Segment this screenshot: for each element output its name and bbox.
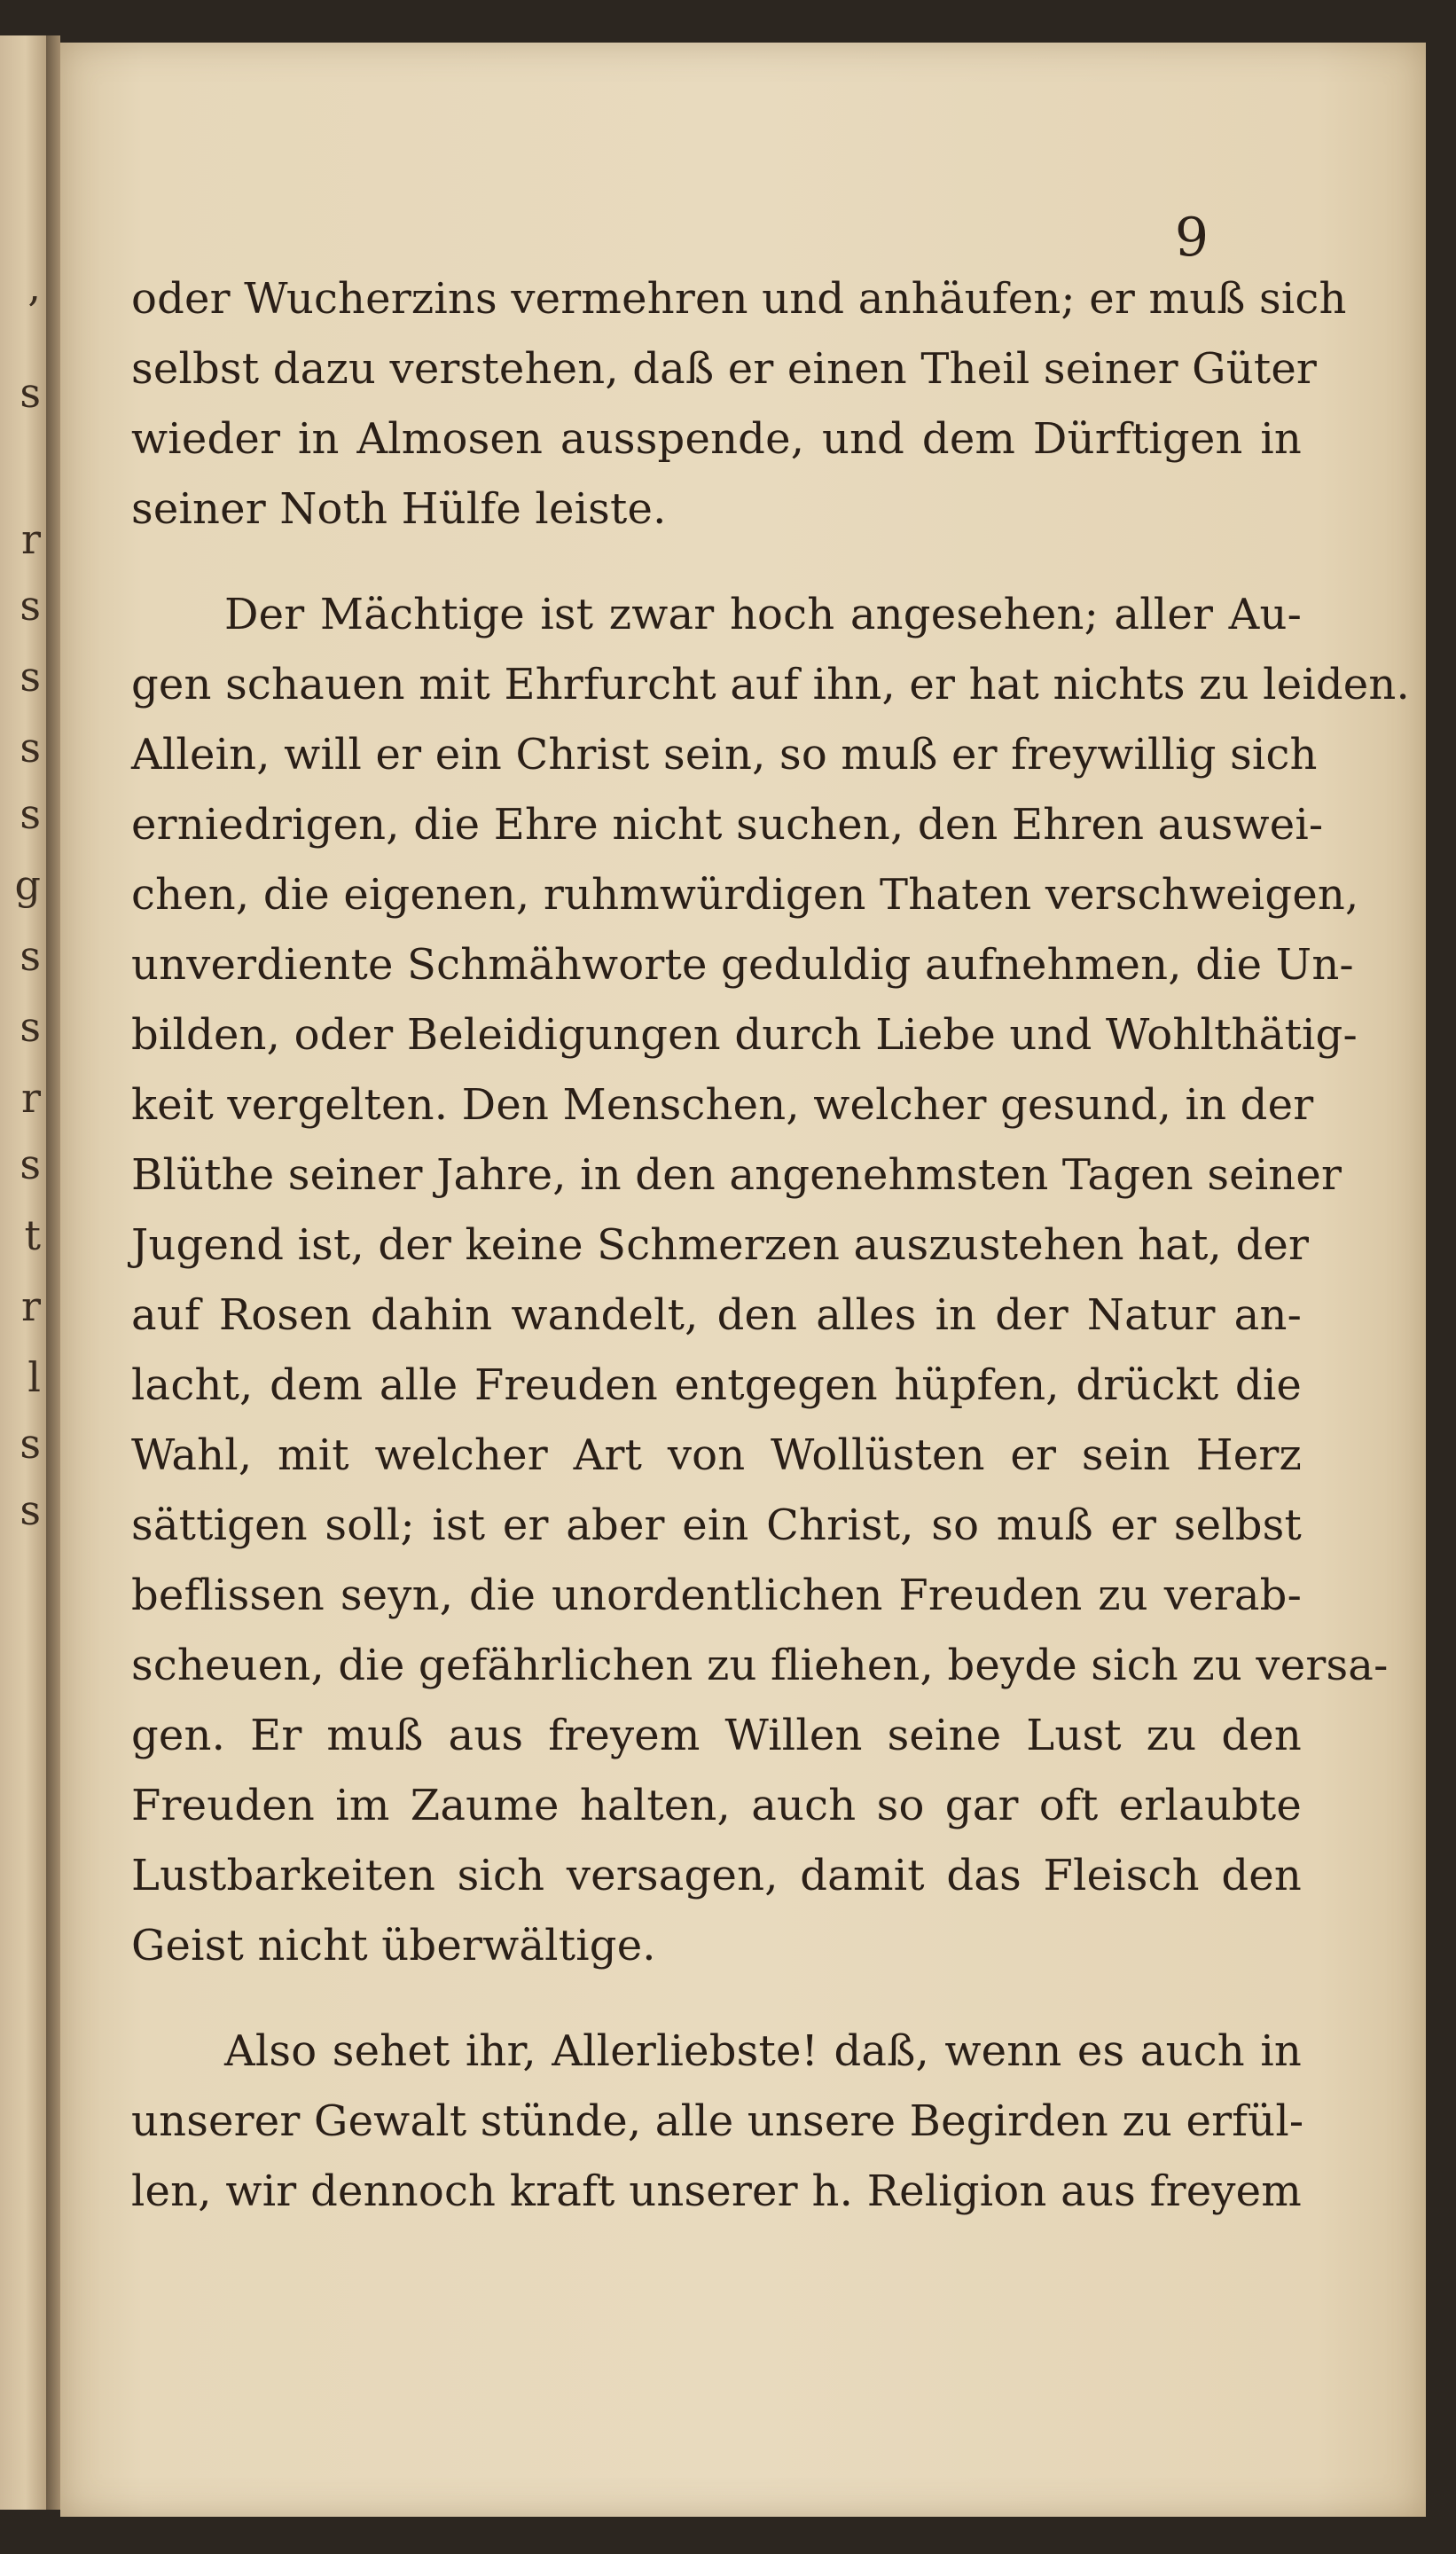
margin-fragment: l (27, 1353, 41, 1401)
paragraph-gap (131, 544, 1302, 580)
margin-fragment: s (20, 582, 41, 630)
text-line: Der Mächtige ist zwar hoch angesehen; aller Au- (224, 590, 1302, 639)
margin-fragment: s (20, 1003, 41, 1051)
previous-page-edge (0, 35, 46, 2510)
text-line: scheuen, die gefährlichen zu fliehen, beyde sich zu versa- (131, 1641, 1389, 1690)
paragraph-gap (131, 1981, 1302, 2017)
text-line: Lustbarkeiten sich versagen, damit das Fleisch den (131, 1851, 1302, 1900)
text-line: sättigen soll; ist er aber ein Christ, so muß er selbst (131, 1500, 1302, 1550)
text-line: bilden, oder Beleidigungen durch Liebe und Wohlthätig- (131, 1010, 1358, 1060)
text-line: len, wir dennoch kraft unserer h. Religion aus freyem (131, 2166, 1302, 2216)
margin-fragment: s (20, 369, 41, 417)
text-line: keit vergelten. Den Menschen, welcher gesund, in der (131, 1080, 1314, 1130)
text-line: auf Rosen dahin wandelt, den alles in der Natur an- (131, 1290, 1302, 1340)
margin-fragment: s (20, 1140, 41, 1188)
text-line: unserer Gewalt stünde, alle unsere Begirden zu erfül- (131, 2096, 1304, 2146)
text-line: unverdiente Schmähworte geduldig aufnehmen, die Un- (131, 940, 1354, 990)
text-line: Allein, will er ein Christ sein, so muß er freywillig sich (131, 730, 1318, 780)
page-text (131, 264, 1410, 2227)
text-line: gen schauen mit Ehrfurcht auf ihn, er hat nichts zu leiden. (131, 660, 1410, 709)
text-line: seiner Noth Hülfe leiste. (131, 484, 667, 534)
text-line: Jugend ist, der keine Schmerzen auszustehen hat, der (131, 1220, 1310, 1270)
margin-fragment: t (24, 1211, 41, 1259)
text-line: lacht, dem alle Freuden entgegen hüpfen, drückt die (131, 1360, 1302, 1410)
text-line: Also sehet ihr, Allerliebste! daß, wenn es auch in (224, 2026, 1302, 2076)
text-line: wieder in Almosen ausspende, und dem Dürftigen in (131, 414, 1302, 464)
margin-fragment: r (21, 1282, 41, 1330)
book-gutter (46, 35, 60, 2510)
margin-fragment: g (14, 861, 41, 909)
text-line: selbst dazu verstehen, daß er einen Theil seiner Güter (131, 344, 1318, 394)
margin-fragment: , (27, 262, 41, 310)
text-line: Geist nicht überwältige. (131, 1921, 656, 1970)
text-line: Wahl, mit welcher Art von Wollüsten er sein Herz (131, 1430, 1302, 1480)
text-line: Freuden im Zaume halten, auch so gar oft erlaubte (131, 1781, 1302, 1830)
book-page (60, 43, 1426, 2517)
margin-fragment: s (20, 1420, 41, 1468)
margin-fragment: s (20, 653, 41, 701)
text-line: oder Wucherzins vermehren und anhäufen; er muß sich (131, 274, 1347, 324)
page-number: 9 (1174, 207, 1209, 269)
text-line: gen. Er muß aus freyem Willen seine Lust zu den (131, 1711, 1302, 1760)
margin-fragment: s (20, 1486, 41, 1534)
margin-fragment: s (20, 724, 41, 772)
text-line: Blüthe seiner Jahre, in den angenehmsten Tagen seiner (131, 1150, 1342, 1200)
margin-fragment: s (20, 790, 41, 838)
text-line: beflissen seyn, die unordentlichen Freuden zu verab- (131, 1571, 1302, 1620)
margin-fragment: r (21, 1074, 41, 1122)
margin-fragment: r (21, 515, 41, 563)
margin-fragment: s (20, 932, 41, 980)
text-line: erniedrigen, die Ehre nicht suchen, den Ehren auswei- (131, 800, 1324, 850)
text-line: chen, die eigenen, ruhmwürdigen Thaten verschweigen, (131, 870, 1359, 920)
